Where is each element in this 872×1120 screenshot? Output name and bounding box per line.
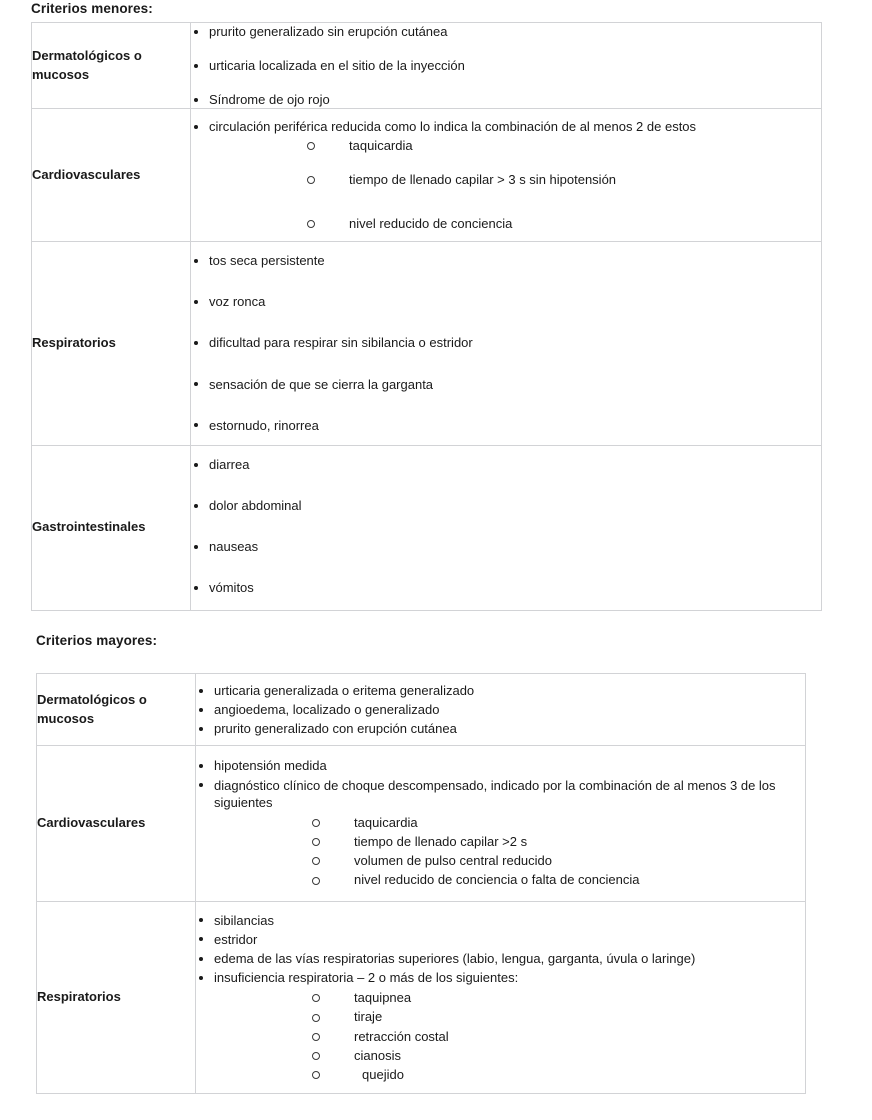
bullet-dot-icon: [199, 689, 203, 693]
sub-list-item-text: tiraje: [354, 1009, 383, 1025]
bullet-list: [196, 682, 805, 737]
sub-list-item: [214, 1028, 805, 1045]
table-row: [37, 674, 806, 746]
bullet-dot-icon: [194, 504, 198, 508]
category-label-cell: Respiratorios: [37, 901, 196, 1093]
list-item: [191, 456, 821, 473]
circle-marker-icon: [312, 1052, 320, 1060]
category-items-cell: [196, 746, 806, 901]
list-item: [191, 57, 821, 74]
sub-bullet-list: [209, 137, 821, 232]
sub-list-item: [209, 215, 821, 232]
bullet-list: [191, 456, 821, 597]
bullet-list: [191, 23, 821, 108]
list-item-text: urticaria generalizada o eritema generalizado: [214, 683, 475, 698]
list-item: [196, 777, 805, 889]
sub-bullet-list: [214, 814, 805, 889]
list-item-text: circulación periférica reducida como lo indica la combinación de al menos 2 de estos: [209, 119, 697, 135]
list-item: [191, 417, 821, 434]
sub-list-item: [214, 871, 805, 888]
category-items-cell: [191, 445, 822, 610]
list-item-text: sensación de que se cierra la garganta: [209, 376, 434, 392]
list-item-text: diagnóstico clínico de choque descompensado, indicado por la combinación de al menos 3 de los siguientes: [214, 777, 776, 810]
category-items-cell: [191, 242, 822, 446]
bullet-list: [196, 757, 805, 888]
bullet-dot-icon: [194, 98, 198, 102]
list-item: [191, 497, 821, 514]
list-item-text: diarrea: [209, 456, 250, 472]
list-item: [196, 757, 805, 774]
sub-list-item: [214, 1047, 805, 1064]
list-item-text: angioedema, localizado o generalizado: [214, 702, 440, 718]
list-item: [191, 293, 821, 310]
sub-list-item: [214, 814, 805, 831]
sub-list-item-text: tiempo de llenado capilar > 3 s sin hipotensión: [349, 171, 617, 187]
table-row: [32, 445, 822, 610]
sub-list-item-text: retracción costal: [354, 1028, 449, 1044]
list-item: [191, 23, 821, 40]
table-row: [32, 109, 822, 242]
list-item: [191, 252, 821, 269]
bullet-dot-icon: [199, 783, 203, 787]
list-item-text: insuficiencia respiratoria – 2 o más de los siguientes:: [214, 970, 519, 986]
list-item: [196, 682, 805, 699]
sub-list-item-text: cianosis: [354, 1047, 401, 1063]
sub-list-item: [214, 989, 805, 1006]
table-row: [32, 23, 822, 109]
sub-bullet-list: [214, 989, 805, 1083]
list-item-text: voz ronca: [209, 294, 266, 310]
list-item: [191, 118, 821, 232]
category-label-cell: Cardiovasculares: [32, 109, 191, 242]
list-item: [196, 969, 805, 1083]
category-items-cell: [191, 23, 822, 109]
sub-list-item: [214, 852, 805, 869]
bullet-list: [196, 912, 805, 1083]
list-item-text: nauseas: [209, 539, 259, 555]
criterios-mayores-table: [36, 673, 806, 1094]
list-item-text: hipotensión medida: [214, 758, 327, 774]
list-item-text: vómitos: [209, 580, 254, 596]
bullet-dot-icon: [194, 423, 198, 427]
list-item: [196, 720, 805, 737]
bullet-dot-icon: [199, 957, 203, 961]
list-item-text: tos seca persistente: [209, 253, 325, 269]
list-item: [191, 91, 821, 108]
category-items-cell: [191, 109, 822, 242]
bullet-dot-icon: [194, 545, 198, 549]
sub-list-item-text: nivel reducido de conciencia o falta de conciencia: [354, 872, 640, 888]
list-item-text: edema de las vías respiratorias superiores (labio, lengua, garganta, úvula o laringe): [214, 950, 696, 966]
bullet-dot-icon: [194, 30, 198, 34]
category-label-cell: Gastrointestinales: [32, 445, 191, 610]
list-item: [191, 376, 821, 393]
list-item-text: urticaria localizada en el sitio de la inyección: [209, 58, 465, 74]
list-item-text: estridor: [214, 931, 258, 947]
list-item-text: dificultad para respirar sin sibilancia o estridor: [209, 335, 473, 351]
bullet-dot-icon: [194, 125, 198, 129]
circle-marker-icon: [312, 857, 320, 865]
category-items-cell: [196, 674, 806, 746]
table-row: [37, 901, 806, 1093]
sub-list-item: [209, 137, 821, 154]
list-item-text: sibilancias: [214, 912, 274, 928]
list-item: [191, 579, 821, 596]
circle-marker-icon: [312, 1033, 320, 1041]
list-item-text: dolor abdominal: [209, 498, 302, 514]
criterios-menores-table: [31, 22, 822, 611]
list-item: [196, 950, 805, 967]
page-heading-criterios-mayores: Criterios mayores:: [36, 633, 158, 648]
list-item-text: estornudo, rinorrea: [209, 417, 319, 433]
bullet-dot-icon: [194, 382, 198, 386]
table-row: [32, 242, 822, 446]
list-item-text: Síndrome de ojo rojo: [209, 92, 330, 108]
bullet-dot-icon: [199, 727, 203, 731]
list-item-text: prurito generalizado con erupción cutánea: [214, 721, 457, 737]
bullet-list: [191, 252, 821, 434]
category-items-cell: [196, 901, 806, 1093]
circle-marker-icon: [312, 994, 320, 1002]
category-label-cell: Respiratorios: [32, 242, 191, 446]
list-item: [196, 701, 805, 718]
bullet-dot-icon: [199, 976, 203, 980]
sub-list-item-text: quejido: [362, 1066, 404, 1082]
category-label-cell: Dermatológicos o mucosos: [37, 674, 196, 746]
bullet-dot-icon: [199, 764, 203, 768]
sub-list-item: [214, 1008, 805, 1025]
circle-marker-icon: [312, 819, 320, 827]
circle-marker-icon: [307, 142, 315, 150]
sub-list-item: [214, 1066, 805, 1083]
bullet-dot-icon: [199, 937, 203, 941]
sub-list-item: [209, 171, 821, 188]
circle-marker-icon: [307, 220, 315, 228]
sub-list-item-text: tiempo de llenado capilar >2 s: [354, 834, 528, 850]
sub-list-item-text: taquicardia: [349, 137, 413, 153]
list-item: [191, 334, 821, 351]
sub-list-item-text: taquipnea: [354, 990, 412, 1006]
bullet-dot-icon: [194, 300, 198, 304]
bullet-dot-icon: [194, 259, 198, 263]
circle-marker-icon: [312, 838, 320, 846]
bullet-dot-icon: [194, 341, 198, 345]
list-item: [196, 931, 805, 948]
page-heading-criterios-menores: Criterios menores:: [31, 1, 153, 16]
category-label-cell: Dermatológicos o mucosos: [32, 23, 191, 109]
table-row: [37, 746, 806, 901]
sub-list-item-text: nivel reducido de conciencia: [349, 215, 513, 231]
list-item-text: prurito generalizado sin erupción cutánea: [209, 24, 448, 39]
list-item: [196, 912, 805, 929]
bullet-dot-icon: [194, 64, 198, 68]
circle-marker-icon: [307, 176, 315, 184]
circle-marker-icon: [312, 1014, 320, 1022]
list-item: [191, 538, 821, 555]
category-label-cell: Cardiovasculares: [37, 746, 196, 901]
bullet-dot-icon: [194, 463, 198, 467]
sub-list-item-text: taquicardia: [354, 814, 418, 830]
bullet-dot-icon: [199, 708, 203, 712]
circle-marker-icon: [312, 1071, 320, 1079]
bullet-dot-icon: [199, 918, 203, 922]
circle-marker-icon: [312, 877, 320, 885]
bullet-list: [191, 118, 821, 232]
sub-list-item-text: volumen de pulso central reducido: [354, 853, 553, 869]
sub-list-item: [214, 833, 805, 850]
bullet-dot-icon: [194, 586, 198, 590]
